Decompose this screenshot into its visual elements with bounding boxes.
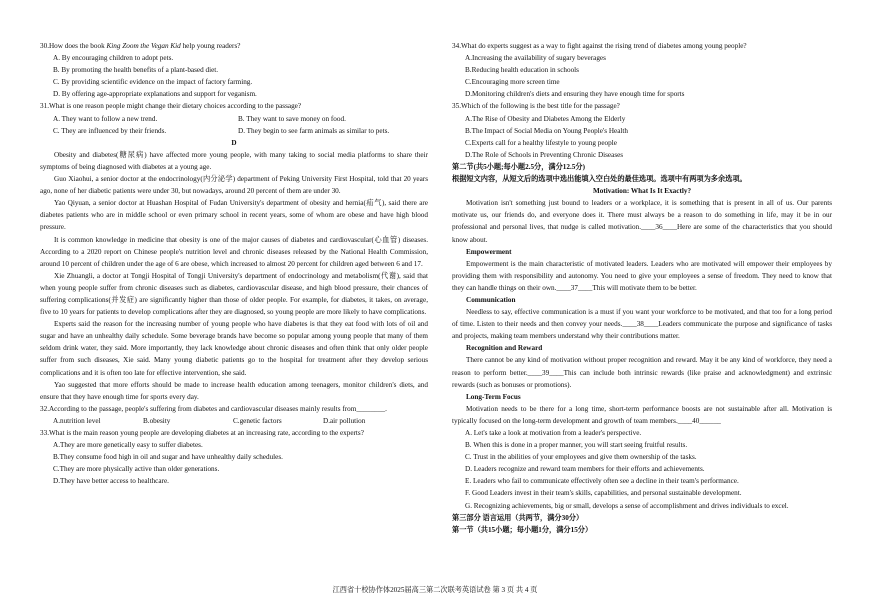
right-column: [452, 40, 832, 536]
option-33a: A.They are more genetically easy to suffer diabetes.: [53, 441, 203, 450]
cloze-paragraph: Motivation isn't something just bound to leaders or a workplace, it is something that is present in all of us. Our parents motivate us, our friends do, and everyone does it. There must always be a reason to do something in life, may it be in our professional and personal lives, that nudge is called motivation.____36____Here are some of the characteristics that you should know about.: [452, 199, 833, 244]
passage-paragraph: Guo Xiaohui, a senior doctor at the endocrinology(内分泌学) department of Peking University First Hospital, told that 20 years ago, none of her diabetic patients were under 30, but nowadays, around 20 percent of them are under 30.: [40, 175, 428, 196]
cloze-option-g: G. Recognizing achievements, big or small, develops a sense of accomplishment and drives individuals to excel.: [465, 501, 789, 510]
option-35b: B.The Impact of Social Media on Young People's Health: [465, 126, 628, 135]
option-33d: D.They have better access to healthcare.: [53, 477, 169, 486]
question-35-stem: 35.Which of the following is the best title for the passage?: [452, 102, 620, 111]
answer-blank: ________: [356, 404, 386, 413]
cloze-option-a: A. Let's take a look at motivation from a leader's perspective.: [465, 429, 642, 437]
answer-blank-38: ____38____: [622, 320, 659, 329]
option-33b: B.They consume food high in oil and sugar and have unhealthy daily schedules.: [53, 453, 283, 462]
option-35c: C.Experts call for a healthy lifestyle to young people: [465, 138, 617, 147]
option-32b: B.obesity: [143, 416, 171, 425]
section-d-heading: D: [231, 138, 237, 147]
option-31a: A. They want to follow a new trend.: [53, 114, 158, 123]
option-30a: A. By encouraging children to adopt pets.: [53, 54, 174, 63]
question-35: [452, 100, 832, 160]
option-32a: A.nutrition level: [53, 416, 101, 425]
option-35d: D.The Role of Schools in Preventing Chronic Diseases: [465, 150, 624, 159]
passage-paragraph: Yao suggested that more efforts should be made to increase health education among teenagers, monitor children's diets, and ensure that they have enough time for sports every day.: [40, 380, 428, 401]
section-1-heading: 第一节（共15小题；每小题1分，满分15分）: [452, 525, 593, 534]
cloze-option-f: F. Good Leaders invest in their team's skills, capabilities, and personal sustainable development.: [465, 489, 742, 498]
cloze-paragraph: Needless to say, effective communication is a must if you want your workforce to be motivated, and that too for a long period of time. Listen to their needs and then convey your needs.____38____Leaders communicate the purpose and significance of tasks and projects, making team members understand why their contributions matter.: [452, 308, 833, 341]
option-35a: A.The Rise of Obesity and Diabetes Among the Elderly: [465, 114, 626, 123]
option-row: [40, 125, 428, 137]
option-30d: D. By offering age-appropriate explanations and support for veganism.: [53, 90, 257, 99]
option-32d: D.air pollution: [323, 416, 366, 425]
question-33-stem: 33.What is the main reason young people are developing diabetes at an increasing rate, according to the experts?: [40, 429, 364, 437]
option-33c: C.They are more physically active than older generations.: [53, 465, 220, 474]
cloze-paragraph: Motivation needs to be there for a long time, short-term performance boosts are not sustainable after all. Motivation is typically focused on the long-term development and growth of team members.____40______: [452, 404, 832, 425]
section-2-heading: 第二节(共5小题;每小题2.5分，满分12.5分): [452, 162, 585, 171]
passage-paragraph: Yao Qiyuan, a senior doctor at Huashan Hospital of Fudan University's department of obesity and hernia(疝气), said there are diabetes patients who are in middle school or even primary school in recent years, some of whom are obese and have high blood pressure.: [40, 199, 428, 232]
book-title: King Zoom the Vegan Kid: [106, 42, 181, 50]
option-34c: C.Encouraging more screen time: [465, 78, 560, 87]
question-34: [452, 40, 832, 100]
passage-d: [40, 149, 428, 403]
cloze-option-c: C. Trust in the abilities of your employees and give them ownership of the tasks.: [465, 453, 697, 462]
cloze-paragraph: There cannot be any kind of motivation without proper recognition and reward. May it be any kind of workforce, they need a reason to perform better.____39____This can include both intrinsic rewards (like praise and acknowledgment) and extrinsic rewards (such as bonuses or promotions).: [452, 356, 832, 389]
answer-blank-37: ____37____: [556, 283, 593, 292]
passage-paragraph: It is common knowledge in medicine that obesity is one of the major causes of diabetes and cardiovascular(心血管) diseases. According to a 2020 report on Chinese people's nutrition level and chronic diseases released by the National Health Commission, around 10 percent of children under the age of 6 are obese, which increased to almost 20 percent for children aged between 6 and 17.: [40, 235, 428, 268]
part-3-heading: 第三部分 语言运用（共两节，满分30分）: [452, 513, 584, 522]
question-30-stem: 30.How does the book King Zoom the Vegan Kid help young readers?: [40, 42, 241, 50]
option-row: [40, 113, 428, 125]
question-31: [40, 100, 428, 136]
answer-blank-40: ____40______: [677, 416, 721, 425]
question-31-stem: 31.What is one reason people might change their dietary choices according to the passage?: [40, 102, 302, 111]
subheading-recognition: Recognition and Reward: [466, 344, 543, 353]
section-2-instructions: 根据短文内容，从短文后的选项中选出能填入空白处的最佳选项。选项中有两项为多余选项。: [452, 175, 747, 184]
cloze-option-d: D. Leaders recognize and reward team members for their efforts and achievements.: [465, 465, 705, 474]
passage-paragraph: Xie Zhuangli, a doctor at Tongji Hospital of Tongji University's department of endocrinology and metabolism(代谢), said that when young people suffer from chronic diseases such as diabetes, cardiovascular disease, and high blood pressure, their chances of suffering complications(并发症) are significantly higher than those of older people. For example, for diabetes, it takes, on average, five to 10 years for patients to develop complications after they are diagnosed, so young people are more likely to have complications.: [40, 271, 428, 317]
subheading-long-term: Long-Term Focus: [466, 392, 521, 401]
option-34a: A.Increasing the availability of sugary beverages: [465, 54, 606, 63]
cloze-option-b: B. When this is done in a proper manner, you will start seeing fruitful results.: [465, 441, 688, 450]
passage-paragraph: Experts said the reason for the increasing number of young people who have diabetes is that they eat food with lots of oil and sugar and have an unhealthy daily schedule. Some beverage brands have become so popular among young people that many of them seldom drink water, they said. More importantly, they lack knowledge about chronic diseases and often think that only older people suffer from such diseases, Xie said. Many young diabetic patients go to the hospital for treatment after they develop serious complications and it is often too late for effective intervention, she said.: [40, 320, 428, 377]
option-32c: C.genetic factors: [233, 416, 282, 425]
question-32: [40, 403, 428, 427]
cloze-paragraph: Empowerment is the main characteristic of motivated leaders. Leaders who are motivated will empower their employees by providing them with responsibility and autonomy. You need to give your employees a sense of freedom. They need to know that they can handle things on their own.____37____This will motivate them to be better.: [452, 259, 832, 292]
option-34d: D.Monitoring children's diets and ensuring they have enough time for sports: [465, 90, 685, 99]
question-30: [40, 40, 428, 100]
page-footer: 江西省十校协作体2025届高三第二次联考英语试卷 第 3 页 共 4 页: [332, 586, 538, 594]
left-column: [40, 40, 428, 487]
passage-paragraph: Obesity and diabetes(糖尿病) have affected more young people, with many taking to social media platforms to share their symptoms of being diagnosed with diabetes at a young age.: [40, 150, 428, 171]
cloze-title: Motivation: What Is It Exactly?: [592, 187, 692, 196]
answer-blank-39: ____39____: [527, 368, 564, 377]
option-34b: B.Reducing health education in schools: [465, 66, 579, 75]
option-30c: C. By providing scientific evidence on the impact of factory farming.: [53, 78, 253, 87]
cloze-option-e: E. Leaders who fail to communicate effectively often see a decline in their team's performance.: [465, 477, 739, 486]
answer-blank-36: ____36____: [641, 223, 677, 232]
option-30b: B. By promoting the health benefits of a plant-based diet.: [53, 66, 219, 75]
option-row: [40, 415, 428, 427]
option-31d: D. They begin to see farm animals as similar to pets.: [238, 126, 390, 135]
question-34-stem: 34.What do experts suggest as a way to fight against the rising trend of diabetes among young people?: [452, 42, 747, 50]
option-31c: C. They are influenced by their friends.: [53, 126, 167, 135]
question-32-stem: 32.According to the passage, people's suffering from diabetes and cardiovascular diseases mainly results from________.: [40, 404, 387, 413]
subheading-communication: Communication: [466, 295, 516, 304]
question-33: [40, 427, 428, 487]
cloze-options: [452, 427, 832, 512]
subheading-empowerment: Empowerment: [466, 247, 512, 256]
option-31b: B. They want to save money on food.: [238, 114, 346, 123]
